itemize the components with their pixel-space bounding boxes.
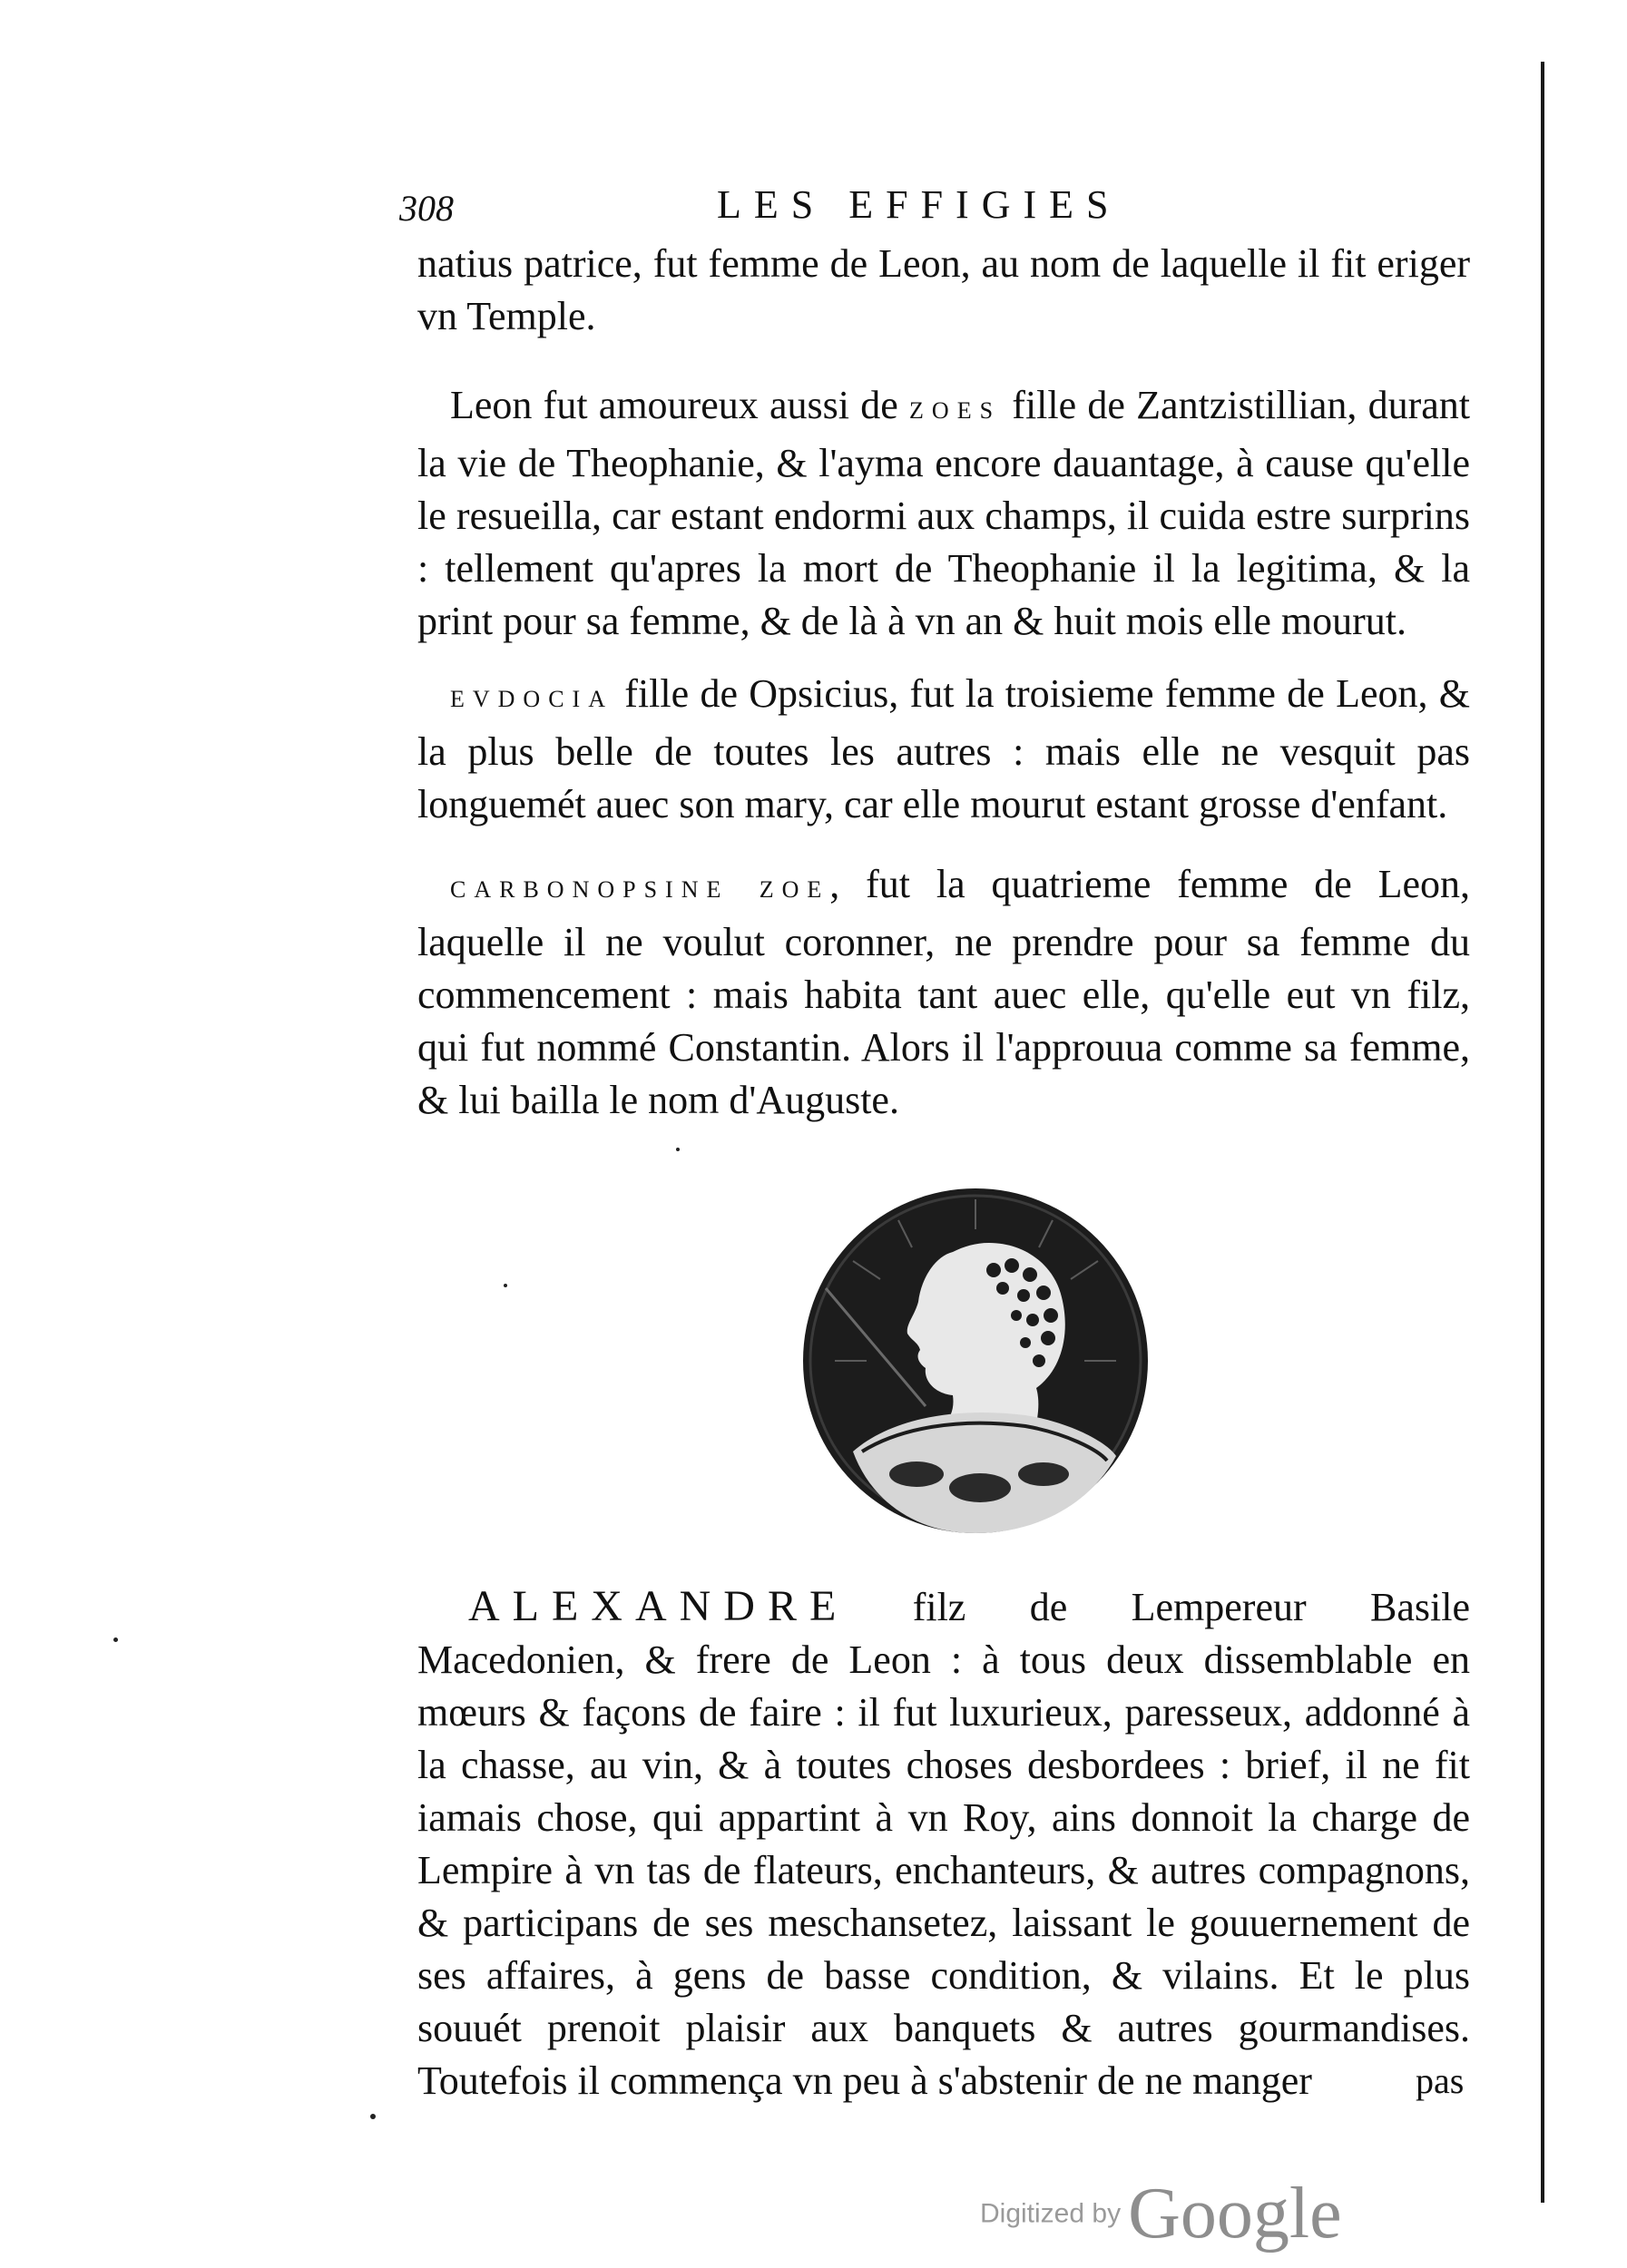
paragraph-2-name: ZOES bbox=[909, 397, 1002, 424]
ink-speck bbox=[113, 1637, 118, 1642]
ink-speck bbox=[504, 1284, 507, 1287]
paragraph-3 bbox=[417, 668, 1470, 831]
page-edge bbox=[1541, 62, 1544, 2203]
header-title: LES EFFIGIES bbox=[717, 182, 1122, 227]
paragraph-4-name: CARBONOPSINE ZOE bbox=[450, 876, 830, 903]
paragraph-2-text: fille de Zantzistillian, durant la vie de Theophanie, & l'ayma encore dauantage, à cause qu'elle le resueilla, car estant endormi aux champs, il cuida estre surprins : tellement qu'apres la mort de Theophanie il la legitima, & la print pour sa femme, & de là à vn an & huit mois elle mourut. bbox=[417, 383, 1471, 643]
portrait-medal-icon bbox=[799, 1179, 1152, 1542]
paragraph-3-name: EVDOCIA bbox=[450, 686, 613, 712]
page-number: 308 bbox=[399, 188, 454, 229]
paragraph-5-name: ALEXANDRE bbox=[468, 1582, 849, 1630]
paragraph-1 bbox=[417, 238, 1470, 343]
paragraph-4 bbox=[417, 858, 1470, 1127]
paragraph-2-lead: Leon fut amoureux aussi de bbox=[450, 383, 910, 427]
watermark-prefix: Digitized by bbox=[980, 2198, 1122, 2229]
ink-speck bbox=[370, 2114, 376, 2119]
google-watermark bbox=[980, 2173, 1342, 2254]
paragraph-2 bbox=[417, 379, 1470, 648]
paragraph-4-text: , fut la quatrieme femme de Leon, laquelle il ne voulut coronner, ne prendre pour sa femme du commencement : mais habita tant auec elle, qu'elle eut vn filz, qui fut nommé Constantin. Alors il l'approuua comme sa femme, & lui bailla le nom d'Auguste. bbox=[417, 862, 1470, 1122]
paragraph-3-text: fille de Opsicius, fut la troisieme femme de Leon, & la plus belle de toutes les autres : mais elle ne vesquit pas longuemét auec son mary, car elle mourut estant grosse d'enfant. bbox=[417, 671, 1470, 826]
catchword: pas bbox=[1416, 2060, 1465, 2101]
watermark-brand: Google bbox=[1128, 2174, 1342, 2253]
paragraph-5 bbox=[417, 1580, 1470, 2107]
ink-speck bbox=[676, 1148, 680, 1151]
paragraph-1-text: natius patrice, fut femme de Leon, au nom de laquelle il fit eriger vn Temple. bbox=[417, 241, 1470, 338]
running-head bbox=[399, 181, 1270, 236]
paragraph-5-text: filz de Lempereur Basile Macedonien, & frere de Leon : à tous deux dissemblable en mœurs & façons de faire : il fut luxurieux, paresseux, addonné à la chasse, au vin, & à toutes choses desbordees : brief, il ne fit iamais chose, qui appartint à vn Roy, ains donnoit la charge de Lempire à vn tas de flateurs, enchanteurs, & autres compagnons, & participans de ses meschansetez, laissant le gouuernement de ses affaires, à gens de basse condition, & vilains. Et le plus souuét prenoit plaisir aux banquets & autres gourmandises. Toutefois il commença vn peu à s'abstenir de ne manger bbox=[417, 1585, 1470, 2103]
